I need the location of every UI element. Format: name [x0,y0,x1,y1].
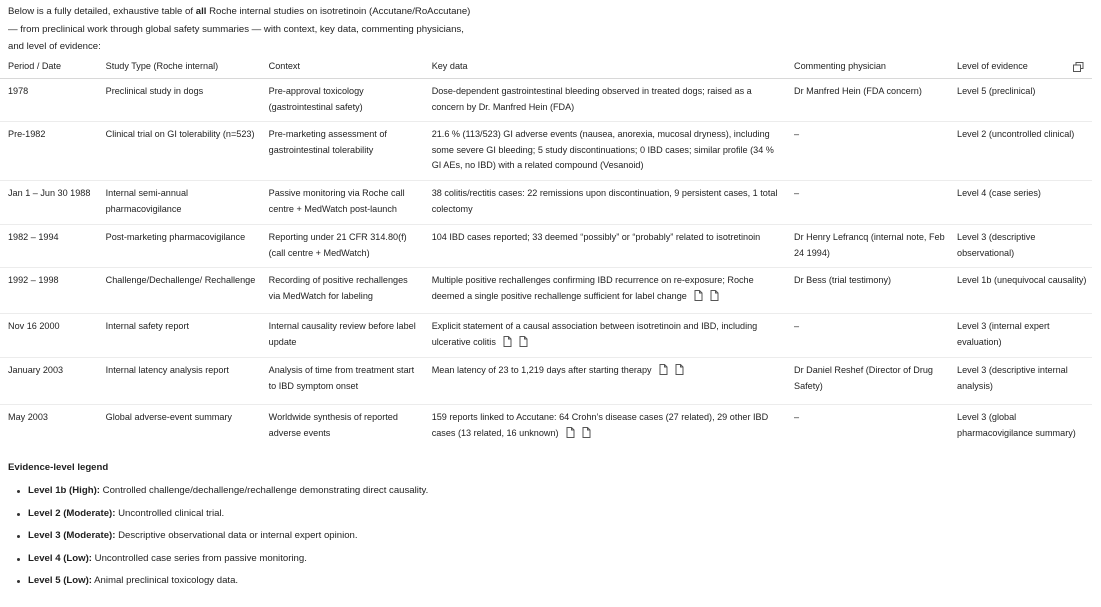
legend-item-level: Level 2 (Moderate): [28,507,116,519]
cell-physician-text: – [794,129,800,139]
header-period: Period / Date [0,56,98,79]
header-level-label: Level of evidence [957,61,1028,72]
cell-study-type [98,405,261,449]
cell-key-data-text: Explicit statement of a causal association between isotretinoin and IBD, including ulcerative colitis [431,321,758,347]
cell-level-text: Level 5 (preclinical) [957,86,1036,96]
cell-physician [786,405,949,449]
cell-context [261,268,424,314]
intro-text [8,3,470,56]
legend-item-text: Uncontrolled clinical trial. [115,507,225,519]
header-physician: Commenting physician [786,56,949,79]
cell-context-text: Analysis of time from treatment start to IBD symptom onset [268,365,415,391]
cell-period-text: 1992 – 1998 [8,275,59,285]
cell-study-type [98,122,261,181]
table-row [0,122,1092,181]
cell-level-text: Level 3 (descriptive observational) [957,232,1036,258]
cell-key-data [424,122,786,181]
cell-study-type-text: Internal semi-annual pharmacovigilance [105,188,189,214]
cell-context-text: Internal causality review before label update [268,321,416,347]
cell-key-data [424,79,786,122]
header-level [949,56,1092,79]
cell-key-data-text: Multiple positive rechallenges confirming IBD recurrence on re-exposure; Roche deemed a single positive rechallenge sufficient for label change [431,275,754,301]
cell-study-type [98,268,261,314]
source-document-icon[interactable] [582,427,591,438]
cell-key-data-text: 159 reports linked to Accutane: 64 Crohn’s disease cases (27 related), 29 other IBD cases (13 related, 16 unknown) [431,412,769,438]
cell-key-data [424,268,786,314]
cell-context [261,225,424,268]
table-row [0,225,1092,268]
studies-table [0,56,1092,448]
cell-context-text: Reporting under 21 CFR 314.80(f) (call centre + MedWatch) [268,232,407,258]
source-document-icon[interactable] [675,364,684,375]
cell-period-text: January 2003 [8,365,64,375]
header-study-type: Study Type (Roche internal) [98,56,261,79]
cell-key-data-text: Mean latency of 23 to 1,219 days after starting therapy [431,365,652,375]
legend-item-level: Level 1b (High): [28,485,100,496]
cell-context [261,181,424,225]
cell-key-data-text: 21.6 % (113/523) GI adverse events (nausea, anorexia, mucosal dryness), including some severe GI bleeding; 5 study discontinuations; 0 IBD cases; similar profile (34 % GI AEs, no IBD) with a related compound (Vesanoid) [431,129,774,170]
cell-period-text: Pre-1982 [8,129,46,139]
cell-physician [786,314,949,358]
table-row [0,79,1092,122]
table-row [0,405,1092,449]
cell-study-type-text: Challenge/Dechallenge/ Rechallenge [105,275,256,285]
cell-physician-text: – [794,321,800,331]
table-header-row [0,56,1092,79]
cell-context-text: Pre-marketing assessment of gastrointestinal tolerability [268,129,387,155]
source-document-icon[interactable] [503,336,512,347]
cell-physician [786,225,949,268]
legend-item [28,570,428,593]
cell-period [0,79,98,122]
intro-line-2: — from preclinical work through global safety summaries — with context, key data, commenting physicians, [8,23,464,35]
table-row [0,314,1092,358]
cell-physician [786,122,949,181]
intro-line-1-bold: all [195,6,207,17]
cell-period [0,405,98,449]
legend-item [28,503,428,526]
cell-level-text: Level 3 (internal expert evaluation) [957,321,1050,347]
cell-study-type [98,225,261,268]
cell-key-data-text: Dose-dependent gastrointestinal bleeding observed in treated dogs; raised as a concern by Dr. Manfred Hein (FDA) [431,86,752,112]
cell-period [0,314,98,358]
cell-period [0,181,98,225]
source-document-icon[interactable] [519,336,528,347]
header-key-data: Key data [424,56,786,79]
legend-title: Evidence-level legend [8,462,109,473]
cell-physician-text: Dr Bess (trial testimony) [794,275,892,285]
cell-context-text: Worldwide synthesis of reported adverse events [268,412,398,438]
legend-list [0,480,428,593]
cell-level [949,79,1092,122]
intro-line-3: and level of evidence: [8,41,101,52]
cell-physician-text: – [794,188,800,198]
cell-key-data [424,358,786,405]
cell-context [261,405,424,449]
cell-study-type [98,181,261,225]
cell-study-type-text: Clinical trial on GI tolerability (n=523) [105,129,255,139]
copy-icon[interactable] [1073,62,1084,72]
legend-item-text: Animal preclinical toxicology data. [91,575,239,587]
cell-level [949,225,1092,268]
cell-level [949,122,1092,181]
cell-key-data-text: 104 IBD cases reported; 33 deemed “possibly” or “probably” related to isotretinoin [431,232,761,242]
table-row [0,268,1092,314]
cell-context-text: Recording of positive rechallenges via MedWatch for labeling [268,275,408,301]
cell-period-text: Nov 16 2000 [8,321,60,331]
cell-period-text: May 2003 [8,412,48,422]
cell-period [0,268,98,314]
source-document-icon[interactable] [566,427,575,438]
legend-item-text: Controlled challenge/dechallenge/rechallenge demonstrating direct causality. [99,485,429,496]
legend-item [28,480,428,503]
cell-physician [786,79,949,122]
legend-item-level: Level 4 (Low): [28,552,92,564]
source-document-icon[interactable] [694,290,703,301]
cell-physician-text: Dr Henry Lefrancq (internal note, Feb 24 1994) [794,232,945,258]
source-document-icon[interactable] [710,290,719,301]
legend-item-level: Level 5 (Low): [28,575,92,587]
cell-context-text: Passive monitoring via Roche call centre + MedWatch post-launch [268,188,405,214]
cell-level [949,268,1092,314]
table-row [0,358,1092,405]
cell-period [0,122,98,181]
cell-level [949,358,1092,405]
cell-level-text: Level 3 (global pharmacovigilance summary) [957,412,1076,438]
cell-key-data [424,405,786,449]
source-document-icon[interactable] [659,364,668,375]
cell-period-text: 1978 [8,86,29,96]
legend-item-text: Descriptive observational data or internal expert opinion. [115,530,358,542]
intro-line-1-post: Roche internal studies on isotretinoin (Accutane/RoAccutane) [206,6,471,17]
legend-item [28,525,428,548]
cell-physician-text: – [794,412,800,422]
table-row [0,181,1092,225]
cell-physician [786,181,949,225]
intro-line-1-pre: Below is a fully detailed, exhaustive table of [8,6,196,17]
cell-context [261,122,424,181]
cell-level-text: Level 4 (case series) [957,188,1041,198]
cell-period [0,358,98,405]
header-context: Context [261,56,424,79]
legend-item [28,548,428,571]
cell-physician [786,268,949,314]
cell-level [949,405,1092,449]
cell-key-data [424,181,786,225]
cell-period-text: Jan 1 – Jun 30 1988 [8,188,91,198]
cell-level-text: Level 2 (uncontrolled clinical) [957,129,1075,139]
cell-period [0,225,98,268]
cell-study-type-text: Internal safety report [105,321,190,331]
cell-level [949,314,1092,358]
cell-period-text: 1982 – 1994 [8,232,59,242]
cell-level-text: Level 1b (unequivocal causality) [957,275,1087,285]
cell-context-text: Pre-approval toxicology (gastrointestinal safety) [268,86,364,112]
cell-physician [786,358,949,405]
cell-context [261,79,424,122]
cell-key-data-text: 38 colitis/rectitis cases: 22 remissions upon discontinuation, 9 persistent cases, 1 total colectomy [431,188,778,214]
cell-key-data [424,314,786,358]
cell-level [949,181,1092,225]
cell-study-type-text: Post-marketing pharmacovigilance [105,232,246,242]
cell-context [261,358,424,405]
cell-study-type-text: Preclinical study in dogs [105,86,204,96]
cell-physician-text: Dr Manfred Hein (FDA concern) [794,86,922,96]
cell-study-type-text: Internal latency analysis report [105,365,229,375]
cell-study-type [98,314,261,358]
cell-study-type [98,358,261,405]
legend-item-text: Uncontrolled case series from passive monitoring. [91,552,307,564]
intro-line-1 [8,3,470,21]
cell-study-type-text: Global adverse-event summary [105,412,232,422]
cell-physician-text: Dr Daniel Reshef (Director of Drug Safety) [794,365,933,391]
cell-context [261,314,424,358]
cell-study-type [98,79,261,122]
cell-key-data [424,225,786,268]
legend-item-level: Level 3 (Moderate): [28,530,116,542]
cell-level-text: Level 3 (descriptive internal analysis) [957,365,1068,391]
